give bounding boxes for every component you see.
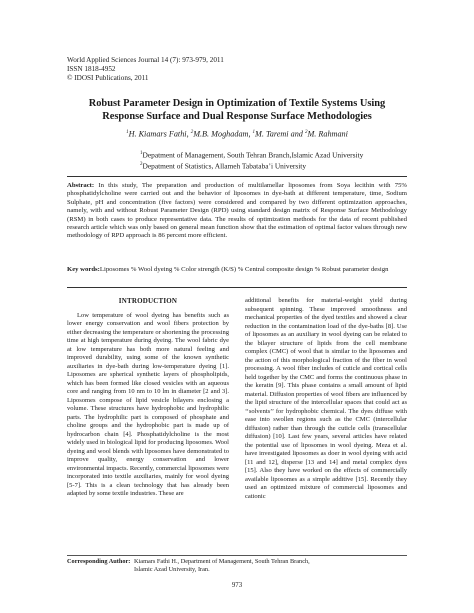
author-name: M. Rahmani xyxy=(307,129,348,139)
author-name: M.B. Moghadam, xyxy=(193,129,253,139)
footnote-label: Corresponding Author: xyxy=(67,558,131,565)
abstract xyxy=(67,182,407,241)
affiliations xyxy=(140,149,400,171)
author-list xyxy=(40,128,434,140)
affiliation-1 xyxy=(140,149,400,160)
abstract-text: In this study, The preparation and production of multilamellar liposomes from Soya lecithin with 75% phosphatidylcholine were carried out and the behavior of liposomes in dye-bath at different temperature, time, Sodium Sulphate, pH and concentration (five factors) were considered and compared by two different optimization approaches, namely, with and without Robust Parameter Design (RPD) using standard design matrix of Response Surface Methodology (RSM) in both cases to produce representative data. The results of optimization methods for the data of recent published research article which was only based on general mean function show that the estimation of optimal factor values through new methodology of RPD approach is 86 percent more efficient. xyxy=(67,182,407,240)
keywords-bottom-rule xyxy=(67,287,407,288)
author-sup: 2 xyxy=(304,130,308,135)
footnote-line-2: Islamic Azad University, Iran. xyxy=(134,566,210,573)
body-paragraph: additional benefits for material-weight yield during subsequent spinning. These improved smoothness and mechanical properties of the dyed textiles and showed a clear reduction in the contamination load of the dye-baths [8]. Use of liposomes as an auxiliary in wool dyeing can be related to the bilayer structure of lipids from the cell membrane complex (CMC) of wool that is similar to the liposomes and the action of this morphological fraction of the fiber in wool processing. A wool fiber includes of cuticle and cortical cells held together by the CMC and forms the continuous phase in the keratin [9]. This phase contains a small amount of lipid material. Diffusion properties of wool fibers are influenced by the lipid structure of the intercellular spaces that could act as ‘‘solvents’’ for hydrophobic chemical. The dyes diffuse with ease into swollen regions such as the CMC (intercellular diffusion) rather than through the cuticle cells (transcellular diffusion) [10]. Last few years, several articles have related the potential use of liposomes in wool dyeing. Meza et al. have investigated liposomes as doer in wool dyeing with acid [11 and 12], disperse [13 and 14] and metal complex dyes [15]. Also they have worked on the effects of commercially available liposomes as a simple additive [15]. Recently they used an optimized mixture of commercial liposomes and cationic xyxy=(245,297,407,500)
corresponding-author-note xyxy=(67,558,310,574)
section-heading-introduction: INTRODUCTION xyxy=(118,297,178,305)
footnote-rule xyxy=(67,555,407,556)
paper-title xyxy=(60,97,414,123)
body-column-right xyxy=(245,297,407,501)
title-line-1: Robust Parameter Design in Optimization of Textile Systems Using xyxy=(88,98,386,109)
keywords-text: Liposomes % Wool dyeing % Color strength (K/S) % Central composite design % Robust parameter design xyxy=(99,266,389,273)
affiliation-sup: 1 xyxy=(140,151,143,156)
author-sup: 1 xyxy=(126,130,129,135)
affiliation-sup: 2 xyxy=(140,161,143,167)
body-column-left xyxy=(67,297,229,499)
affiliation-text: Depatment of Management, South Tehran Branch,Islamic Azad University xyxy=(142,150,364,160)
footnote-text xyxy=(134,558,310,574)
footnote-line-1: Kiamars Fathi H., Department of Management, South Tehran Branch, xyxy=(134,558,310,565)
affiliation-text: Depatment of Statistics, Allameh Tabataba’i University xyxy=(142,161,307,171)
journal-publisher: © IDOSI Publications, 2011 xyxy=(67,74,149,83)
abstract-top-rule xyxy=(67,176,407,177)
affiliation-2 xyxy=(140,160,400,171)
author-sup: 1 xyxy=(252,130,256,135)
author-name: H. Kiamars Fathi, xyxy=(128,129,191,139)
journal-citation: World Applied Sciences Journal 14 (7): 973-979, 2011 xyxy=(67,56,224,64)
journal-info xyxy=(67,56,224,84)
author-name: M. Taremi and xyxy=(255,129,305,139)
page-number: 973 xyxy=(231,582,243,589)
abstract-label: Abstract: xyxy=(67,182,95,189)
title-line-2: Response Surface and Dual Response Surface Methodologies xyxy=(102,111,372,122)
author-sup: 2 xyxy=(190,130,194,135)
keywords xyxy=(67,266,407,274)
journal-issn: ISSN 1818-4952 xyxy=(67,65,116,74)
keywords-label: Key words: xyxy=(67,266,100,273)
body-paragraph: Low temperature of wool dyeing has benefits such as lower energy conservation and wool fibers protection by either decreasing the temperature or shortening the processing time at high temperature during dyeing. The wool fabric dye at low temperature has both more natural feeling and improved durability, using some of the known synthetic auxiliaries in dye-bath during low-temperature dyeing [1]. Liposomes are spherical synthetic layers of phospholipids, which has been formed like closed vesicles with an aqueous core and ranging from 10 nm to 10 lm in diameter [2 and 3]. Liposomes compose of lipid vesicle bilayers enclosing a volume. These structures have hydrophobic and hydrophilic parts. The hydrophilic part is composed of phosphate and choline groups and the hydrophobic part is made up of hydrocarbon chain [4]. Phosphatidylcholine is the most widely used in biological lipid for producing liposomes. Wool dyeing and wool blends with liposomes have demonstrated to improve quality, energy conservation and lower environmental impacts. Recently, commercial liposomes were incorporated into textile auxiliaries, mainly for wool dyeing [5-7]. This is a clean technology that has already been adapted by some textile industries. These are xyxy=(67,311,229,497)
